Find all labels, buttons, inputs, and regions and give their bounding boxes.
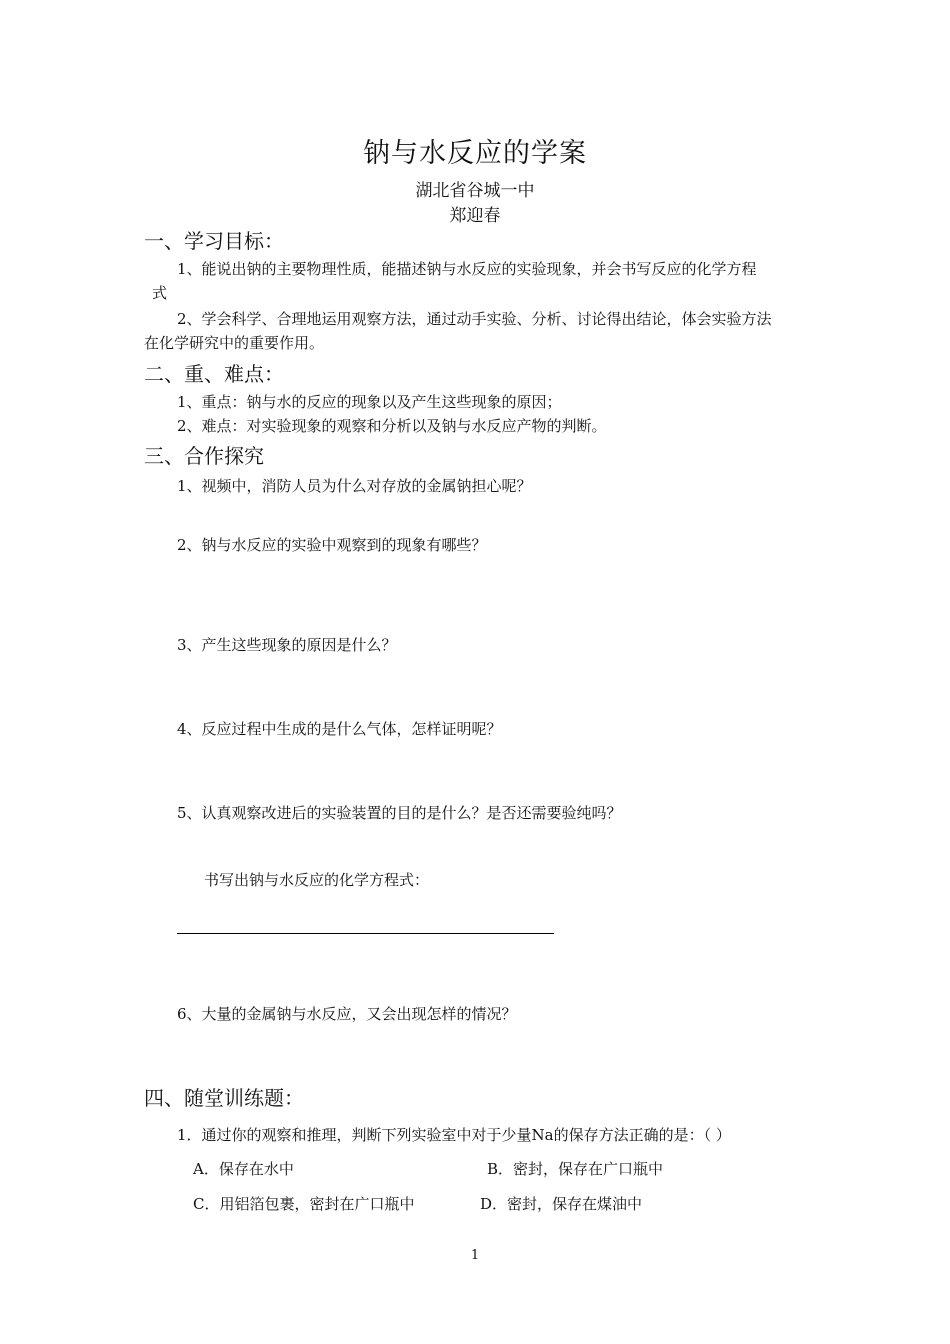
- practice-question-1: 1．通过你的观察和推理，判断下列实验室中对于少量Na的保存方法正确的是：（ ）: [177, 1126, 731, 1144]
- option-b: B．密封，保存在广口瓶中: [487, 1160, 664, 1178]
- document-title: 钠与水反应的学案: [363, 138, 587, 169]
- section-keypoints-heading: 二、重、难点：: [144, 362, 284, 386]
- goal-1-line-2: 式: [152, 284, 168, 302]
- inquiry-question-4: 4、反应过程中生成的是什么气体，怎样证明呢？: [177, 720, 502, 738]
- equation-prompt: 书写出钠与水反应的化学方程式：: [204, 871, 430, 889]
- inquiry-question-1: 1、视频中，消防人员为什么对存放的金属钠担心呢？: [177, 477, 532, 495]
- option-a: A．保存在水中: [193, 1160, 294, 1178]
- section-practice-heading: 四、随堂训练题：: [144, 1086, 304, 1110]
- inquiry-question-5: 5、认真观察改进后的实验装置的目的是什么？是否还需要验纯吗？: [177, 804, 622, 822]
- section-inquiry-heading: 三、合作探究: [144, 444, 264, 468]
- goal-1-line-1: 1、能说出钠的主要物理性质，能描述钠与水反应的实验现象，并会书写反应的化学方程: [177, 260, 757, 278]
- page-number: 1: [470, 1248, 480, 1263]
- section-goals-heading: 一、学习目标：: [144, 229, 284, 253]
- key-point-1: 1、重点：钠与水的反应的现象以及产生这些现象的原因；: [177, 393, 562, 411]
- key-point-2: 2、难点：对实验现象的观察和分析以及钠与水反应产物的判断。: [177, 417, 607, 435]
- goal-2-line-1: 2、学会科学、合理地运用观察方法，通过动手实验、分析、讨论得出结论，体会实验方法: [177, 310, 772, 328]
- author-name: 郑迎春: [449, 206, 501, 226]
- option-d: D．密封，保存在煤油中: [480, 1195, 643, 1213]
- answer-line: [177, 933, 554, 934]
- school-name: 湖北省谷城一中: [415, 181, 535, 201]
- inquiry-question-6: 6、大量的金属钠与水反应，又会出现怎样的情况？: [177, 1005, 517, 1023]
- option-c: C．用铝箔包裹，密封在广口瓶中: [193, 1195, 415, 1213]
- goal-2-line-2: 在化学研究中的重要作用。: [144, 334, 325, 352]
- inquiry-question-3: 3、产生这些现象的原因是什么？: [177, 636, 397, 654]
- inquiry-question-2: 2、钠与水反应的实验中观察到的现象有哪些？: [177, 536, 487, 554]
